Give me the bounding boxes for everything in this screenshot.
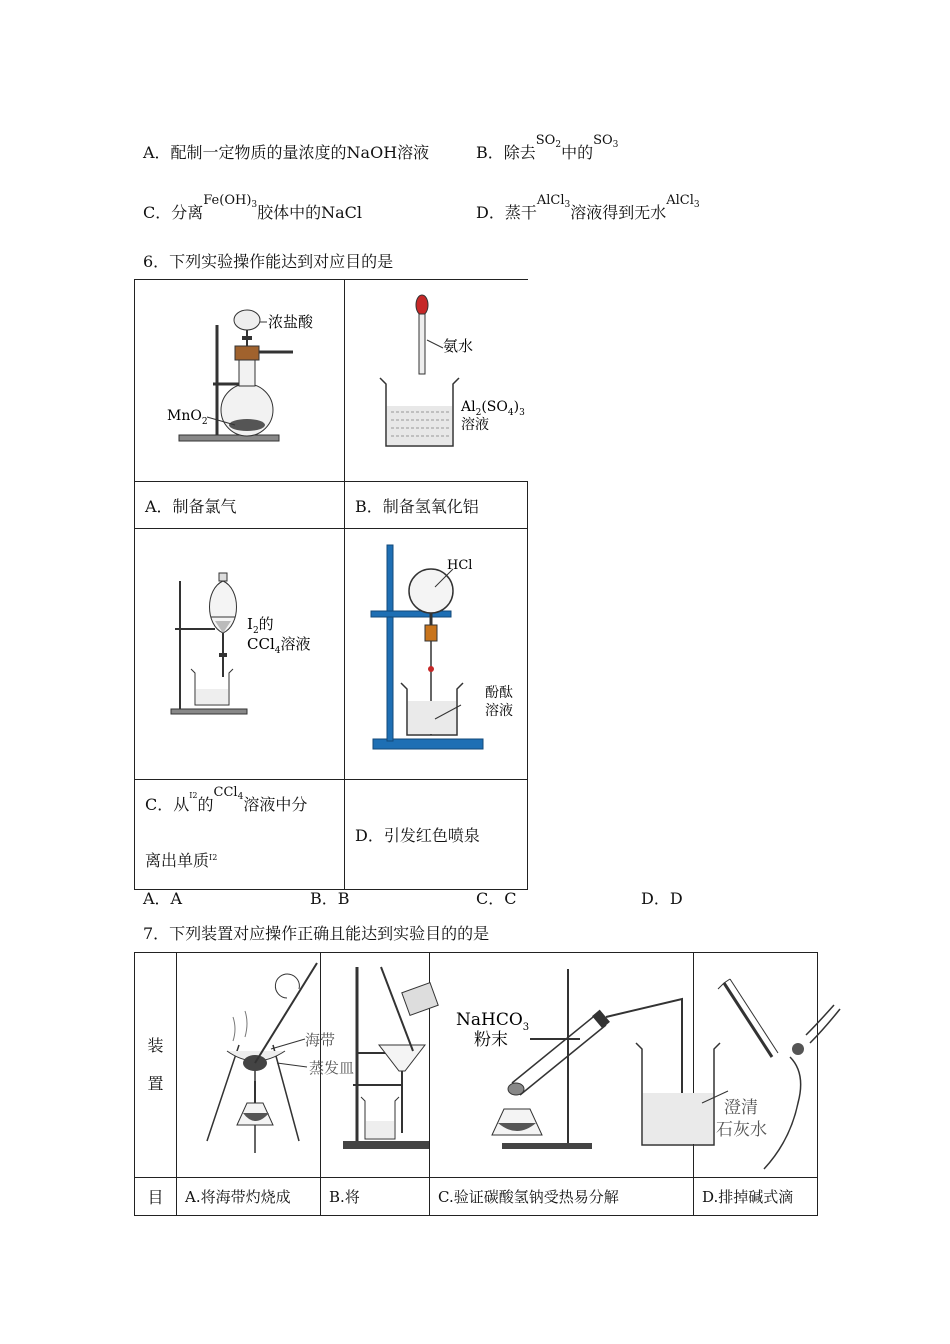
q5-option-b-prefix: B．除去	[476, 143, 536, 162]
q7-figure-b-cell	[321, 953, 430, 1178]
q7-figure-d-cell	[694, 953, 818, 1178]
q6-option-a-cell	[135, 482, 345, 529]
q7-figure-a-cell	[177, 953, 355, 1178]
q6-figure-c-cell	[135, 529, 345, 780]
fig7d-lime2-label: 石灰水	[716, 1120, 767, 1140]
fig-c-i2-label: $I_2$的	[247, 615, 274, 636]
q6-option-b-cell	[345, 482, 528, 529]
fig7a-kelp-label: 海带	[305, 1031, 336, 1049]
q6-answer-c: C．C	[476, 889, 517, 908]
q7-figure-c-cell	[430, 953, 694, 1178]
q7-option-a-cell	[177, 1178, 321, 1216]
q6-option-b: B．制备氢氧化铝	[355, 496, 479, 516]
q5-option-d-mid: 溶液得到无水	[570, 203, 667, 222]
q5-option-b-mid: 中的	[561, 143, 594, 162]
q5-option-a: A．配制一定物质的量浓度的NaOH溶液	[143, 143, 430, 162]
fig7a-dish-label: 蒸发皿	[309, 1059, 355, 1077]
q5-option-c-prefix: C．分离	[143, 203, 204, 222]
q5-option-d-alcl3: AlCl3	[536, 193, 571, 210]
q6-answer-a: A．A	[143, 889, 183, 908]
q7-table	[134, 952, 818, 1216]
q5-option-d	[476, 193, 700, 224]
fig-b-ammonia-label: 氨水	[443, 337, 474, 355]
q6-figure-b-cell	[345, 280, 528, 482]
kelp-burning-figure	[177, 953, 355, 1173]
q6-option-c-cell	[135, 780, 345, 890]
q6-option-d-cell	[345, 780, 528, 890]
fig-b-al2so43-label: $Al_2(SO_4)_3$	[461, 399, 525, 418]
q6-stem: 6．下列实验操作能达到对应目的是	[143, 252, 394, 271]
fig7d-lime1-label: 澄清	[724, 1098, 758, 1118]
q6-table	[134, 279, 528, 890]
q5-option-b	[476, 133, 619, 164]
q7-row-header-purpose: 目	[135, 1178, 177, 1216]
q7-option-d-cell	[694, 1178, 818, 1216]
sodium-bicarbonate-decomposition-figure	[430, 953, 693, 1173]
q6-figure-a-cell	[135, 280, 345, 482]
q7-row-header-apparatus: 装 置	[135, 953, 177, 1178]
q6-figure-d-cell	[345, 529, 528, 780]
chlorine-apparatus-figure	[135, 280, 344, 477]
fig-b-solution-label: 溶液	[461, 417, 489, 433]
q5-option-b-so2: SO2	[535, 133, 562, 150]
q7-option-d: D.排掉碱式滴	[702, 1188, 794, 1206]
filtration-figure	[321, 953, 429, 1173]
q5-option-c	[143, 193, 363, 224]
fig-c-ccl4-label: CCl$_4$溶液	[247, 635, 311, 656]
fig7c-powder-label: 粉末	[474, 1030, 508, 1050]
aluminum-hydroxide-figure	[345, 280, 527, 477]
q7-stem: 7．下列装置对应操作正确且能达到实验目的的是	[143, 924, 490, 943]
q7-option-c-cell	[430, 1178, 694, 1216]
q5-option-c-feoh: Fe(OH)3	[203, 193, 258, 210]
burette-bubble-figure	[694, 953, 817, 1173]
q5-option-c-suffix: 胶体中的NaCl	[257, 203, 363, 222]
q7-option-c: C.验证碳酸氢钠受热易分解	[438, 1188, 619, 1206]
fig-a-acid-label: 浓盐酸	[268, 313, 314, 331]
fig-a-mno2-label: MnO$_2$	[167, 408, 208, 427]
q5-option-d-alcl3b: AlCl3	[666, 193, 700, 210]
q6-answer-b: B．B	[310, 889, 350, 908]
q6-option-c: C．从$^{I2}$的$^{CCl_4}$溶液中分 离出单质$^{I2}$	[145, 785, 308, 870]
q6-option-a: A．制备氯气	[145, 496, 237, 516]
q7-option-a: A.将海带灼烧成	[185, 1188, 291, 1206]
q5-option-b-so3: SO3	[593, 133, 619, 150]
fountain-figure	[345, 529, 527, 775]
separatory-funnel-figure	[135, 529, 344, 775]
q7-option-b: B.将	[329, 1188, 360, 1206]
fig-d-phenol-label: 酚酞	[485, 685, 513, 701]
q5-option-d-prefix: D．蒸干	[476, 203, 537, 222]
fig7c-nahco3-label: NaHCO$_3$	[456, 1010, 530, 1033]
q6-answer-d: D．D	[641, 889, 683, 908]
fig-d-hcl-label: HCl	[447, 558, 473, 573]
fig-d-solution-label: 溶液	[485, 703, 513, 719]
q6-option-d: D．引发红色喷泉	[355, 826, 480, 845]
q7-option-b-cell	[321, 1178, 430, 1216]
